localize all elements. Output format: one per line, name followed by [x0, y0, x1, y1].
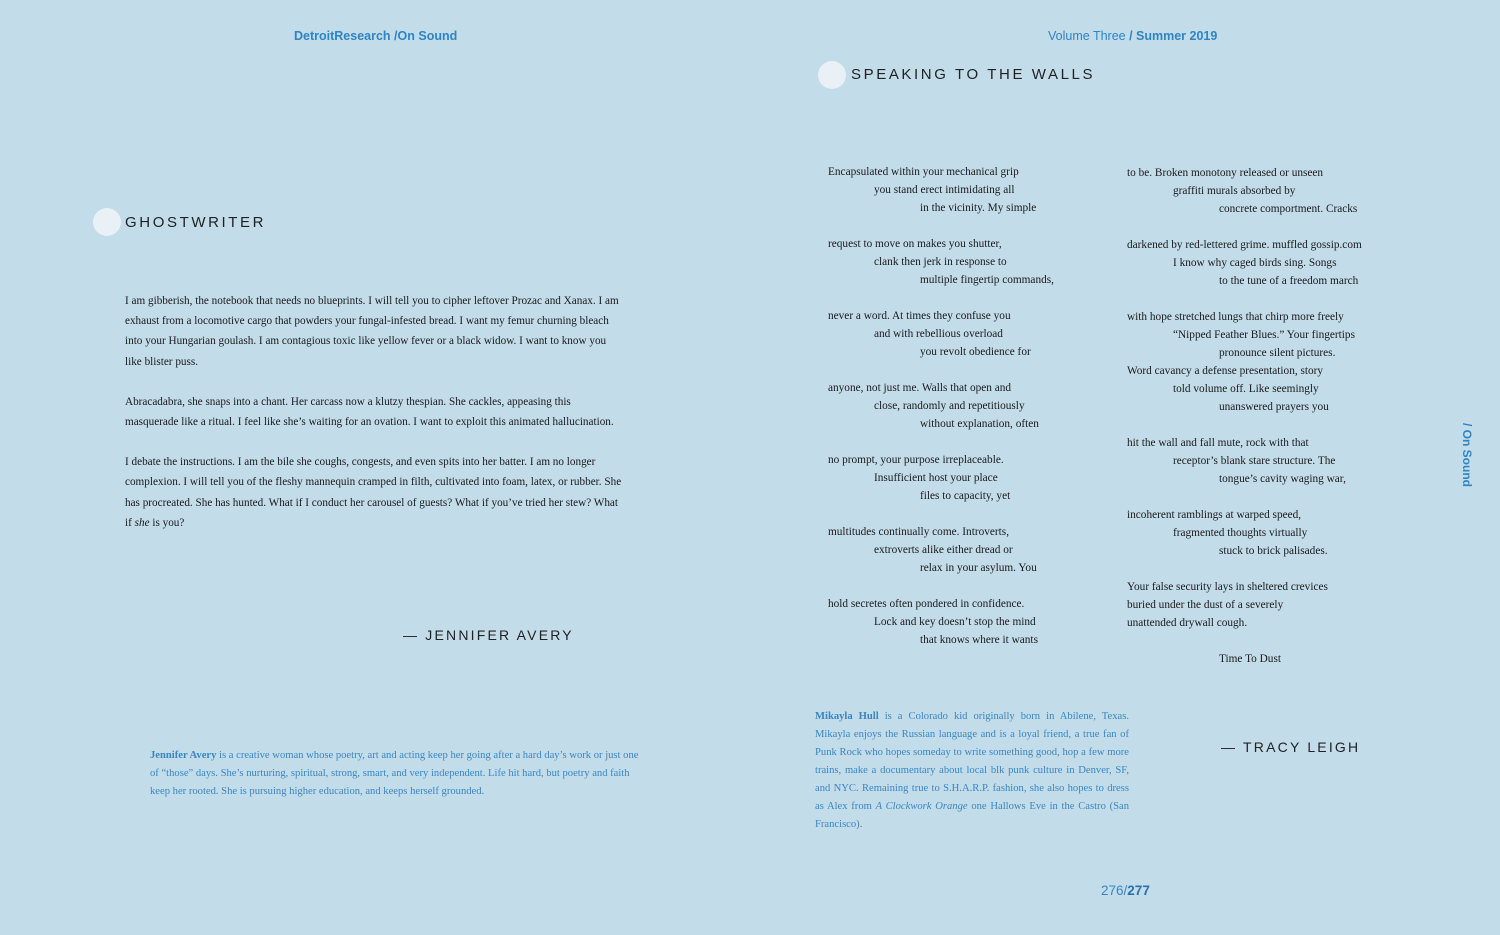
poem-column-1	[828, 163, 1108, 667]
poem-line: buried under the dust of a severely	[1127, 599, 1284, 611]
volume-label: Volume Three	[1048, 29, 1126, 43]
bio-italic-title: A Clockwork Orange	[875, 801, 968, 812]
poem-line: incoherent ramblings at warped speed,	[1127, 509, 1302, 521]
header-separator-right: /	[1125, 29, 1137, 43]
poem-line: extroverts alike either dread or	[874, 544, 1013, 556]
stanza	[1127, 578, 1427, 632]
publication-name: DetroitResearch	[294, 29, 391, 43]
prose-paragraph-2: Abracadabra, she snaps into a chant. Her carcass now a klutzy thespian. She cackles, appeasing this masquerade like a ritual. I feel like she’s waiting for an ovation. I want to exploit this animated hallucination.	[125, 395, 614, 429]
stanza	[828, 307, 1108, 361]
section-name: On Sound	[397, 29, 458, 43]
poem-line: you revolt obedience for	[920, 346, 1031, 358]
prose-paragraph-1: I am gibberish, the notebook that needs no blueprints. I will tell you to cipher leftover Prozac and Xanax. I am exhaust from a locomotive cargo that powders your fungal-infested bread. I want my femur churning bleach into your Hungarian goulash. I am contagious toxic like yellow fever or a black widow. I want to know you like blister puss.	[125, 295, 619, 368]
page-number-left: 276	[1101, 883, 1124, 898]
poem-line: receptor’s blank stare structure. The	[1173, 455, 1336, 467]
poem-line: fragmented thoughts virtually	[1173, 527, 1308, 539]
bio-name-mikayla: Mikayla Hull	[815, 711, 879, 722]
poem-line: Encapsulated within your mechanical grip	[828, 166, 1019, 178]
stanza	[1127, 236, 1427, 290]
stanza	[1127, 164, 1427, 218]
poem-line: Your false security lays in sheltered crevices	[1127, 581, 1328, 593]
page-number-right: 277	[1127, 883, 1150, 898]
ghostwriter-title: GHOSTWRITER	[125, 214, 267, 231]
stanza	[1127, 308, 1427, 362]
poem-line: to be. Broken monotony released or unseen	[1127, 167, 1324, 179]
title-bullet-icon	[93, 208, 121, 236]
poem-line: pronounce silent pictures.	[1219, 347, 1336, 359]
poem-line: Insufficient host your place	[874, 472, 998, 484]
poem-line: Lock and key doesn’t stop the mind	[874, 616, 1036, 628]
poem-line: anyone, not just me. Walls that open and	[828, 382, 1012, 394]
author-tracy-leigh: — TRACY LEIGH	[1221, 739, 1361, 755]
page-numbers: 276/277	[1101, 883, 1150, 898]
poem-line: stuck to brick palisades.	[1219, 545, 1328, 557]
issue-label: Summer 2019	[1136, 29, 1218, 43]
bio-name-jennifer: Jennifer Avery	[150, 750, 217, 761]
closing-line: Time To Dust	[1219, 653, 1281, 665]
poem-line: unattended drywall cough.	[1127, 617, 1248, 629]
header-separator: /	[390, 29, 398, 43]
stanza	[828, 379, 1108, 433]
stanza	[828, 523, 1108, 577]
poem-column-2	[1127, 164, 1427, 668]
poem-line: “Nipped Feather Blues.” Your fingertips	[1173, 329, 1355, 341]
stanza	[828, 595, 1108, 649]
bio-jennifer-avery: Jennifer Avery is a creative woman whose poetry, art and acting keep her going after a hard day’s work or just one of “those” days. She’s nurturing, spiritual, strong, smart, and very independent. Life hit hard, but poetry and faith keep her rooted. She is pursuing higher education, and keeps herself grounded.	[150, 750, 639, 797]
poem-line: Word cavancy a defense presentation, story	[1127, 365, 1324, 377]
running-header-left	[294, 29, 457, 43]
poem-line: close, randomly and repetitiously	[874, 400, 1025, 412]
stanza	[828, 163, 1108, 217]
stanza	[828, 451, 1108, 505]
poem-line: told volume off. Like seemingly	[1173, 383, 1319, 395]
bio-mikayla-hull: Mikayla Hull is a Colorado kid originally born in Abilene, Texas. Mikayla enjoys the Russian language and is a loyal friend, a true fan of Punk Rock who hopes someday to write something good, hop a few more trains, make a documentary about local blk punk culture in Denver, SF, and NYC. Remaining true to S.H.A.R.P. fashion, she also hopes to dress as Alex from A Clockwork Orange one Hallows Eve in the Castro (San Francisco).	[815, 711, 1130, 830]
poem-line: that knows where it wants	[920, 634, 1038, 646]
poem-line: to the tune of a freedom march	[1219, 275, 1359, 287]
stanza	[1127, 434, 1427, 488]
poem-line: clank then jerk in response to	[874, 256, 1007, 268]
poem-line: with hope stretched lungs that chirp more freely	[1127, 311, 1344, 323]
poem-line: request to move on makes you shutter,	[828, 238, 1002, 250]
poem-line: concrete comportment. Cracks	[1219, 203, 1358, 215]
emphasis-she: she	[134, 516, 150, 529]
stanza	[1127, 506, 1427, 560]
poem-line: tongue’s cavity waging war,	[1219, 473, 1346, 485]
poem-line: darkened by red-lettered grime. muffled gossip.com	[1127, 239, 1362, 251]
speaking-to-the-walls-title: SPEAKING TO THE WALLS	[851, 66, 1096, 83]
title-bullet-icon-right	[818, 61, 846, 89]
poem-line: without explanation, often	[920, 418, 1039, 430]
prose-paragraph-3: I debate the instructions. I am the bile she coughs, congests, and even spits into her batter. I am no longer complexion. I will tell you of the fleshy mannequin cramped in filth, cultivated into foam, latex, or rubber. She has procreated. She has hunted. What if I conduct her carousel of guests? What if you’ve tried her stew? What if she is you?	[125, 456, 622, 529]
poem-line: I know why caged birds sing. Songs	[1173, 257, 1337, 269]
poem-line: files to capacity, yet	[920, 490, 1011, 502]
poem-line: hold secretes often pondered in confidence.	[828, 598, 1025, 610]
running-header-right	[1048, 29, 1217, 43]
poem-line: in the vicinity. My simple	[920, 202, 1037, 214]
stanza	[828, 235, 1108, 289]
poem-line: no prompt, your purpose irreplaceable.	[828, 454, 1004, 466]
poem-line: relax in your asylum. You	[920, 562, 1037, 574]
poem-line: multitudes continually come. Introverts,	[828, 526, 1010, 538]
poem-line: graffiti murals absorbed by	[1173, 185, 1296, 197]
poem-line: you stand erect intimidating all	[874, 184, 1015, 196]
stanza	[1127, 362, 1427, 416]
author-jennifer-avery: — JENNIFER AVERY	[403, 627, 574, 643]
poem-line: multiple fingertip commands,	[920, 274, 1054, 286]
poem-line: and with rebellious overload	[874, 328, 1003, 340]
ghostwriter-body	[125, 291, 625, 553]
poem-line: never a word. At times they confuse you	[828, 310, 1011, 322]
poem-line: hit the wall and fall mute, rock with that	[1127, 437, 1309, 449]
side-section-label: / On Sound	[1460, 423, 1474, 487]
poem-line: unanswered prayers you	[1219, 401, 1329, 413]
